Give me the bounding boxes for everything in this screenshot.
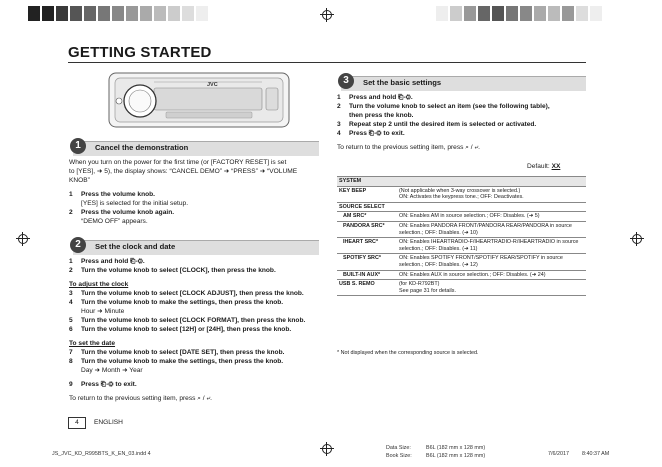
s2-step-5-number: 5 bbox=[69, 317, 73, 324]
s2-step-2-number: 2 bbox=[69, 267, 73, 274]
section-1-header bbox=[73, 141, 319, 156]
iheart-line-2: selection.; OFF: Disables. (➜ 11) bbox=[399, 245, 478, 252]
s3-step-1: Press and hold ⎗-⚙. bbox=[349, 94, 413, 101]
s1-intro-2: to [YES], ➜ 5), the display shows: “CANCEL DEMO” ➜ “PRESS” ➜ “VOLUME bbox=[69, 168, 298, 175]
footer-data-size-value: B6L (182 mm x 128 mm) bbox=[426, 445, 486, 451]
key-beep-line-1: (Not applicable when 3-way crossover is selected.) bbox=[399, 187, 521, 194]
s2-step-6: Turn the volume knob to select [12H] or [24H], then press the knob. bbox=[81, 326, 292, 333]
s2-step-7: Turn the volume knob to select [DATE SET], then press the knob. bbox=[81, 349, 285, 356]
footer-filename: JS_JVC_KD_R995BTS_K_EN_03.indd 4 bbox=[52, 451, 151, 457]
footer-date: 7/6/2017 bbox=[548, 451, 569, 457]
registration-mark-top bbox=[320, 8, 334, 22]
spotify-line-2: selection.; OFF: Disables. (➜ 12) bbox=[399, 261, 478, 268]
iheart-desc bbox=[397, 238, 586, 254]
s1-step-2-number: 2 bbox=[69, 209, 73, 216]
key-beep-line-2: ON: Activates the keypress tone.; OFF: Deactivates. bbox=[399, 194, 524, 201]
iheart-key: IHEART SRC* bbox=[337, 238, 397, 254]
pandora-line-1: ON: Enables PANDORA FRONT/PANDORA REAR/PANDORA in source bbox=[399, 222, 572, 229]
table-row-iheart bbox=[337, 238, 586, 254]
s2-step-3-number: 3 bbox=[69, 290, 73, 297]
s2-step-4: Turn the volume knob to make the settings, then press the knob. bbox=[81, 299, 284, 306]
s3-step-3: Repeat step 2 until the desired item is selected or activated. bbox=[349, 121, 537, 128]
footer-book-size-value: B6L (182 mm x 128 mm) bbox=[426, 453, 486, 459]
s2-step-9-number: 9 bbox=[69, 381, 73, 388]
s3-step-4-number: 4 bbox=[337, 130, 341, 137]
table-row-spotify bbox=[337, 254, 586, 270]
s1-intro-3: KNOB” bbox=[69, 177, 90, 184]
section-2-badge: 2 bbox=[70, 237, 86, 253]
table-row-usb-remo bbox=[337, 280, 586, 296]
usb-remo-line-2: See page 31 for details. bbox=[399, 287, 456, 294]
settings-table bbox=[337, 176, 586, 296]
page-number-box bbox=[68, 417, 86, 429]
s1-step-2: Press the volume knob again. bbox=[81, 209, 175, 216]
s2-step-8-number: 8 bbox=[69, 358, 73, 365]
car-stereo-illustration bbox=[106, 70, 292, 130]
s2-return-note: To return to the previous setting item, press ⌕ / ⤶. bbox=[69, 395, 212, 402]
pandora-line-2: selection.; OFF: Disables. (➜ 10) bbox=[399, 229, 478, 236]
system-header: SYSTEM bbox=[337, 177, 586, 187]
footer-data-size-label: Data Size: bbox=[386, 445, 411, 451]
s1-step-1: Press the volume knob. bbox=[81, 191, 156, 198]
source-header: SOURCE SELECT bbox=[337, 202, 586, 212]
s1-step-2-sub: “DEMO OFF” appears. bbox=[81, 218, 148, 225]
footer-time: 8:40:37 AM bbox=[582, 451, 610, 457]
usb-remo-line-1: (for KD-R792BT) bbox=[399, 281, 440, 288]
s1-step-1-number: 1 bbox=[69, 191, 73, 198]
s3-return-note: To return to the previous setting item, press ⌕ / ⤶. bbox=[337, 144, 480, 151]
usb-remo-key: USB S. REMO bbox=[337, 280, 397, 296]
s3-step-2-number: 2 bbox=[337, 103, 341, 110]
registration-mark-bottom bbox=[320, 442, 334, 456]
table-footnote: * Not displayed when the corresponding source is selected. bbox=[337, 350, 479, 356]
section-3-badge: 3 bbox=[338, 73, 354, 89]
s3-step-2b: then press the knob. bbox=[349, 112, 414, 119]
default-legend bbox=[527, 163, 560, 171]
iheart-line-1: ON: Enables IHEARTRADIO-F/IHEARTRADIO-R/IHEARTRADIO in source bbox=[399, 239, 579, 246]
section-1-title: Cancel the demonstration bbox=[95, 143, 189, 152]
clock-heading: To adjust the clock bbox=[69, 281, 129, 288]
s2-step-1-number: 1 bbox=[69, 258, 73, 265]
page-language: ENGLISH bbox=[94, 419, 123, 426]
table-row-am bbox=[337, 212, 586, 222]
s1-intro-1: When you turn on the power for the first time (or [FACTORY RESET] is set bbox=[69, 159, 287, 166]
builtin-aux-key: BUILT-IN AUX* bbox=[337, 270, 397, 280]
pandora-key: PANDORA SRC* bbox=[337, 221, 397, 237]
s2-step-3: Turn the volume knob to select [CLOCK ADJUST], then press the knob. bbox=[81, 290, 304, 297]
table-row-system-header bbox=[337, 177, 586, 187]
page-title: GETTING STARTED bbox=[68, 44, 212, 61]
table-row-source-header bbox=[337, 202, 586, 212]
page-number: 4 bbox=[75, 419, 79, 426]
s3-step-2a: Turn the volume knob to select an item (see the following table), bbox=[349, 103, 550, 110]
section-1-badge: 1 bbox=[70, 138, 86, 154]
registration-mark-right bbox=[630, 232, 644, 246]
key-beep-key: KEY BEEP bbox=[337, 186, 397, 202]
title-rule bbox=[68, 62, 586, 63]
s3-step-4: Press ⎗-⚙ to exit. bbox=[349, 130, 405, 137]
table-row-key-beep bbox=[337, 186, 586, 202]
pandora-desc bbox=[397, 221, 586, 237]
s2-step-8-sub: Day ➜ Month ➜ Year bbox=[81, 367, 143, 374]
spotify-line-1: ON: Enables SPOTIFY FRONT/SPOTIFY REAR/SPOTIFY in source bbox=[399, 255, 563, 262]
spotify-key: SPOTIFY SRC* bbox=[337, 254, 397, 270]
s3-step-3-number: 3 bbox=[337, 121, 341, 128]
s1-step-1-sub: [YES] is selected for the initial setup. bbox=[81, 200, 189, 207]
s2-step-5: Turn the volume knob to select [CLOCK FORMAT], then press the knob. bbox=[81, 317, 306, 324]
brand-logo: JVC bbox=[207, 82, 218, 88]
usb-remo-desc bbox=[397, 280, 586, 296]
section-3-header bbox=[341, 76, 586, 91]
section-2-title: Set the clock and date bbox=[95, 242, 176, 251]
s2-step-9: Press ⎗-⚙ to exit. bbox=[81, 381, 137, 388]
registration-mark-left bbox=[16, 232, 30, 246]
table-row-pandora bbox=[337, 221, 586, 237]
section-2-header bbox=[73, 240, 319, 255]
am-desc: ON: Enables AM in source selection.; OFF: Disables. (➜ 5) bbox=[397, 212, 586, 222]
builtin-aux-desc: ON: Enables AUX in source selection.; OFF: Disables. (➜ 24) bbox=[397, 270, 586, 280]
s2-step-8: Turn the volume knob to make the settings, then press the knob. bbox=[81, 358, 284, 365]
key-beep-desc bbox=[397, 186, 586, 202]
s2-step-6-number: 6 bbox=[69, 326, 73, 333]
spotify-desc bbox=[397, 254, 586, 270]
am-key: AM SRC* bbox=[337, 212, 397, 222]
date-heading: To set the date bbox=[69, 340, 116, 347]
s2-step-4-number: 4 bbox=[69, 299, 73, 306]
section-3-title: Set the basic settings bbox=[363, 78, 442, 87]
default-label: Default: bbox=[527, 163, 552, 170]
default-value: XX bbox=[551, 163, 561, 170]
s2-step-4-sub: Hour ➜ Minute bbox=[81, 308, 125, 315]
footer-book-size-label: Book Size: bbox=[386, 453, 412, 459]
s2-step-2: Turn the volume knob to select [CLOCK], then press the knob. bbox=[81, 267, 276, 274]
s3-step-1-number: 1 bbox=[337, 94, 341, 101]
s2-step-1: Press and hold ⎗-⚙. bbox=[81, 258, 145, 265]
table-row-builtin-aux bbox=[337, 270, 586, 280]
s2-step-7-number: 7 bbox=[69, 349, 73, 356]
